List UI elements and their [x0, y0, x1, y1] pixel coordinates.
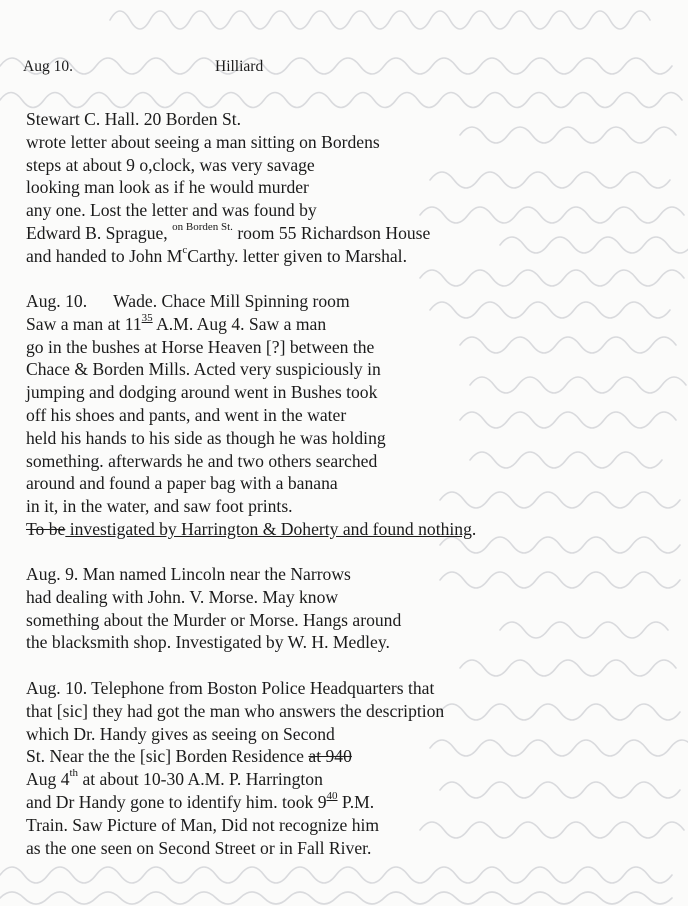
entry-line: something. afterwards he and two others searched: [26, 450, 378, 471]
header-date: Aug 10.: [23, 58, 73, 75]
entry-line: in it, in the water, and saw foot prints.: [26, 496, 293, 517]
entry-line: [26, 313, 676, 336]
superscript-time: 40: [326, 790, 338, 803]
line-text: room 55 Richardson House: [232, 222, 431, 243]
entry-line: jumping and dodging around went in Bushes took: [26, 382, 378, 403]
entry-line: held his hands to his side as though he was holding: [26, 427, 386, 448]
entry-boston-police: [26, 677, 676, 859]
line-text: P.M.: [337, 791, 375, 812]
entry-line: around and found a paper bag with a banana: [26, 473, 338, 494]
entry-wade: [26, 290, 676, 541]
struck-text: To be: [26, 518, 66, 539]
entry-line: [26, 290, 676, 313]
superscript-note: c: [182, 243, 188, 256]
entry-line: something about the Murder or Morse. Hangs around: [26, 609, 402, 630]
entry-line: [26, 222, 676, 245]
line-text: Saw a man at 11: [26, 313, 142, 334]
entry-line: [26, 745, 676, 768]
line-text: and Dr Handy gone to identify him. took 9: [26, 791, 327, 812]
line-text: A.M. Aug 4. Saw a man: [152, 313, 327, 334]
entry-line: Chace & Borden Mills. Acted very suspiciously in: [26, 359, 381, 380]
line-text: Edward B. Sprague,: [26, 222, 168, 243]
entry-title: Wade. Chace Mill Spinning room: [113, 291, 350, 311]
entry-line: Stewart C. Hall. 20 Borden St.: [26, 109, 242, 129]
superscript-time: 35: [141, 311, 153, 324]
entry-line: steps at about 9 o,clock, was very savage: [26, 154, 315, 175]
entry-line: go in the bushes at Horse Heaven [?] between the: [26, 336, 375, 357]
entry-line: Aug. 10. Telephone from Boston Police Headquarters that: [26, 678, 435, 698]
entry-line: had dealing with John. V. Morse. May know: [26, 586, 339, 607]
superscript-ordinal: th: [69, 767, 79, 780]
entry-line: wrote letter about seeing a man sitting on Bordens: [26, 131, 380, 152]
entry-hall: [26, 108, 676, 268]
entry-line: [26, 518, 676, 541]
line-text: at about 10-30 A.M. P. Harrington: [78, 769, 323, 790]
line-text: St. Near the the [sic] Borden Residence: [26, 746, 309, 767]
entry-line: that [sic] they had got the man who answers the description: [26, 700, 445, 721]
entry-line: the blacksmith shop. Investigated by W. H. Medley.: [26, 632, 390, 653]
superscript-note: on Borden St.: [172, 221, 233, 234]
entry-line: any one. Lost the letter and was found by: [26, 200, 317, 221]
line-text: Aug 4: [26, 769, 70, 790]
entry-line: which Dr. Handy gives as seeing on Second: [26, 723, 335, 744]
struck-text: at 940: [308, 746, 352, 767]
header-name: Hilliard: [215, 58, 264, 75]
entry-date: Aug. 10.: [26, 291, 88, 311]
entry-line: [26, 768, 676, 791]
entry-lincoln: [26, 563, 676, 654]
line-text: .: [471, 518, 477, 539]
entry-line: looking man look as if he would murder: [26, 177, 309, 198]
underlined-text: investigated by Harrington & Doherty and found nothing: [65, 518, 472, 539]
line-text: and handed to John M: [26, 245, 183, 266]
entry-line: off his shoes and pants, and went in the water: [26, 404, 347, 425]
entry-line: Aug. 9. Man named Lincoln near the Narrows: [26, 564, 351, 584]
entry-line: [26, 791, 676, 814]
entry-line: Train. Saw Picture of Man, Did not recognize him: [26, 814, 380, 835]
entry-line: [26, 245, 676, 268]
line-text: Carthy. letter given to Marshal.: [187, 245, 407, 266]
entry-line: as the one seen on Second Street or in Fall River.: [26, 837, 372, 858]
